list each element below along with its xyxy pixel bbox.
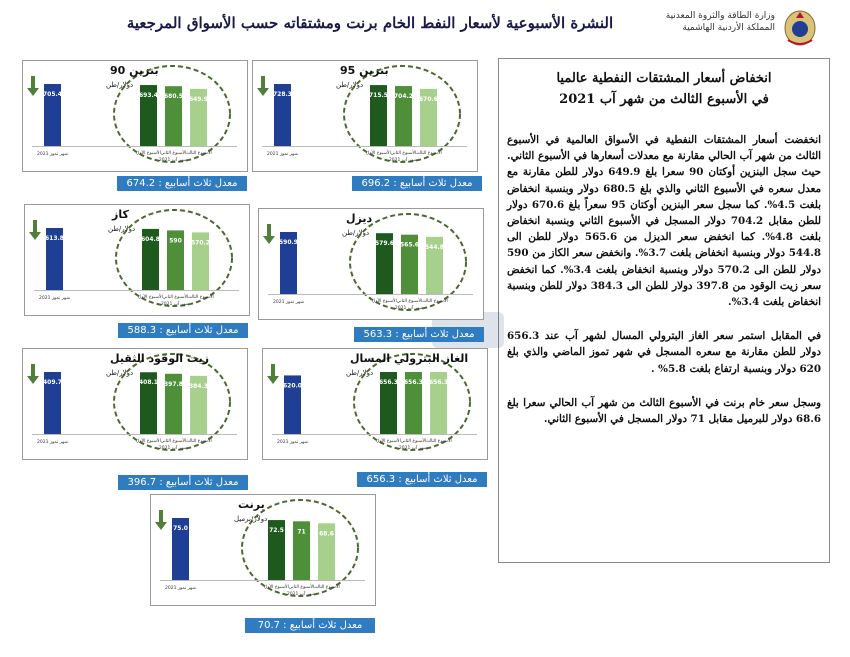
chart-title: بنزين 95	[340, 64, 389, 77]
tick-label: شهر تموز 2021	[37, 152, 68, 157]
average-label: معدل ثلاث أسابيع :	[159, 325, 239, 336]
group-label: شهر آب 2021	[394, 306, 424, 311]
data-label: 620.0	[283, 382, 302, 390]
tick-label: شهر تموز 2021	[267, 152, 298, 157]
data-label: 715.5	[369, 92, 388, 100]
group-label: شهر آب 2021	[398, 446, 428, 451]
data-label: 613.8	[45, 235, 64, 242]
chart-title: برنت	[238, 498, 265, 511]
average-label: معدل ثلاث أسابيع :	[158, 178, 238, 189]
chart-title: الغاز البترولي المسال	[350, 352, 469, 365]
average-badge	[117, 176, 247, 191]
chart-svg	[22, 60, 248, 172]
group-label: شهر آب 2021	[388, 158, 418, 163]
group-label: شهر آب 2021	[158, 158, 188, 163]
tick-label: الأسبوع الأول	[136, 439, 161, 444]
tick-label: الأسبوع الأول	[136, 151, 161, 156]
chart-title: كاز	[112, 208, 129, 221]
average-value: 696.2	[361, 178, 391, 189]
tick-label: الأسبوع الأول	[366, 151, 391, 156]
data-label: 68.6	[319, 530, 334, 538]
data-label: 409.7	[43, 379, 62, 386]
tick-label: الأسبوع الثاني	[396, 299, 423, 304]
average-value: 396.7	[127, 477, 157, 488]
tick-label: الأسبوع الثاني	[160, 439, 187, 444]
data-label: 604.8	[141, 235, 160, 243]
average-value: 588.3	[127, 325, 157, 336]
average-badge	[245, 618, 375, 633]
group-label: شهر آب 2021	[286, 592, 316, 597]
average-badge	[352, 176, 482, 191]
average-label: معدل ثلاث أسابيع :	[283, 620, 363, 631]
tick-label: الأسبوع الثالث	[187, 295, 214, 300]
summary-paragraph: في المقابل استمر سعر الغاز البترولي المسال لشهر آب عند 656.3 دولار للطن مقارنة مع سعره المسجل في شهر تموز الماضي والذي بلغ 620 دولار وبنسبة ارتفاع بلغت 5.8% .	[507, 330, 821, 375]
page-title: النشرة الأسبوعية لأسعار النفط الخام برنت ومشتقاته حسب الأسواق المرجعية	[126, 14, 614, 32]
chart-svg	[258, 208, 484, 320]
average-label: معدل ثلاث أسابيع :	[398, 474, 478, 485]
data-label: 71	[297, 528, 306, 536]
tick-label: الأسبوع الثالث	[185, 439, 212, 444]
chart-svg	[22, 348, 248, 460]
average-value: 563.3	[363, 329, 393, 340]
chart-unit: دولار/طن	[106, 81, 134, 89]
data-label: 656.3	[404, 379, 423, 386]
tick-label: الأسبوع الثالث	[313, 585, 340, 590]
coat-of-arms-icon	[780, 6, 820, 48]
average-label: معدل ثلاث أسابيع :	[159, 477, 239, 488]
chart-title: زيت الوقود الثقيل	[110, 352, 209, 365]
chart-unit: دولار/طن	[108, 225, 136, 233]
tick-label: الأسبوع الثالث	[421, 299, 448, 304]
average-label: معدل ثلاث أسابيع :	[393, 178, 473, 189]
tick-label: الأسبوع الثاني	[400, 439, 427, 444]
ministry-line: المملكة الأردنية الهاشمية	[682, 23, 775, 33]
chart-diesel	[258, 208, 484, 320]
chart-kerosene	[24, 204, 250, 316]
data-label: 656.3	[429, 379, 448, 386]
data-label: 570.2	[191, 239, 210, 247]
chart-lpg	[262, 348, 488, 460]
tick-label: الأسبوع الأول	[264, 585, 289, 590]
tick-label: الأسبوع الثاني	[162, 295, 189, 300]
chart-gasoline-95	[252, 60, 478, 172]
tick-label: الأسبوع الأول	[372, 299, 397, 304]
chart-gasoline-90	[22, 60, 248, 172]
data-label: 704.2	[394, 93, 413, 101]
summary-paragraph: وسجل سعر خام برنت في الأسبوع الثالث من شهر آب الحالي سعرا بلغ 68.6 دولار للبرميل مقابل 71 دولار المسجل في الأسبوع الثاني.	[507, 396, 821, 426]
data-label: 544.8	[425, 243, 444, 251]
data-label: 693.4	[139, 92, 158, 100]
header	[0, 0, 850, 55]
data-label: 656.3	[379, 379, 398, 386]
panel-title-line: انخفاض أسعار المشتقات النفطية عالميا	[556, 71, 772, 86]
tick-label: شهر تموز 2021	[165, 586, 196, 591]
chart-svg	[150, 494, 376, 606]
average-badge	[118, 475, 248, 490]
chart-unit: دولار/طن	[336, 81, 364, 89]
tick-label: الأسبوع الثاني	[390, 151, 417, 156]
average-badge	[118, 323, 248, 338]
tick-label: شهر تموز 2021	[39, 296, 70, 301]
summary-paragraph: انخفضت أسعار المشتقات النفطية في الأسواق العالمية في الأسبوع الثالث من شهر آب الحالي مقارنة مع معدلات أسعارها في الأسبوع الثاني. حيث سجل البنزين أوكتان 90 سعرا بلغ 649.9 دولار للطن مقارنة مع معدل سعره في الأسبوع الثاني والذي بلغ 680.5 دولار وبنسبة انخفاض بلغت 4.5%. كما سجل سعر البنزين أوكتان 95 سعراً بلغ 670.6 دولار للطن مقابل 704.2 دولار المسجل في الأسبوع الثاني وبنسبة انخفاض بلغت 4.8%. كما انخفض سعر الديزل من 565.6 دولار للطن الى 544.8 دولار وبنسبة انخفاض بلغت 3.7%. وانخفض سعر الكاز من 590 دولار للطن الى 570.2 دولار وبنسبة انخفاض بلغت 3.4%. كما انخفض سعر زيت الوقود من 397.8 دولار للطن الى 384.3 دولار للطن وبنسبة انخفاض بلغت 3.4%.	[507, 134, 822, 309]
chart-unit: دولار/طن	[346, 369, 374, 377]
chart-heavy-fuel-oil	[22, 348, 248, 460]
summary-panel	[498, 58, 830, 563]
tick-label: الأسبوع الثالث	[415, 151, 442, 156]
data-label: 590	[169, 237, 182, 245]
data-label: 590.9	[279, 239, 298, 246]
tick-label: الأسبوع الثاني	[288, 585, 315, 590]
data-label: 579.6	[375, 240, 394, 248]
tick-label: الأسبوع الثالث	[425, 439, 452, 444]
tick-label: الأسبوع الثاني	[160, 151, 187, 156]
panel-title-line: في الأسبوع الثالث من شهر آب 2021	[559, 92, 769, 107]
average-value: 656.3	[366, 474, 396, 485]
group-label: شهر آب 2021	[160, 302, 190, 307]
tick-label: الأسبوع الثالث	[185, 151, 212, 156]
data-label: 670.6	[419, 95, 438, 103]
tick-label: شهر تموز 2021	[37, 440, 68, 445]
average-badge	[354, 327, 484, 342]
chart-svg	[252, 60, 478, 172]
group-label: شهر آب 2021	[158, 446, 188, 451]
tick-label: شهر تموز 2021	[277, 440, 308, 445]
data-label: 384.3	[189, 382, 208, 390]
chart-unit: دولار/برميل	[234, 515, 268, 523]
data-label: 397.8	[164, 380, 183, 388]
chart-title: ديزل	[346, 212, 373, 225]
data-label: 72.5	[269, 527, 284, 535]
chart-unit: دولار/طن	[106, 369, 134, 377]
data-label: 728.3	[273, 91, 292, 98]
average-value: 674.2	[126, 178, 156, 189]
chart-unit: دولار/طن	[342, 229, 370, 237]
chart-svg	[24, 204, 250, 316]
ministry-line: وزارة الطاقة والثروة المعدنية	[665, 11, 775, 21]
average-badge	[357, 472, 487, 487]
tick-label: شهر تموز 2021	[273, 300, 304, 305]
data-label: 408.1	[139, 379, 158, 387]
tick-label: الأسبوع الأول	[376, 439, 401, 444]
data-label: 565.6	[400, 241, 419, 249]
average-label: معدل ثلاث أسابيع :	[395, 329, 475, 340]
chart-svg	[262, 348, 488, 460]
chart-title: بنزين 90	[110, 64, 159, 77]
data-label: 680.5	[164, 93, 183, 101]
data-label: 649.9	[189, 95, 208, 103]
tick-label: الأسبوع الأول	[138, 295, 163, 300]
chart-brent	[150, 494, 376, 606]
data-label: 75.0	[173, 525, 188, 532]
panel-title	[499, 68, 829, 110]
average-value: 70.7	[257, 620, 280, 631]
data-label: 705.4	[43, 91, 62, 98]
ministry-name	[660, 10, 775, 34]
